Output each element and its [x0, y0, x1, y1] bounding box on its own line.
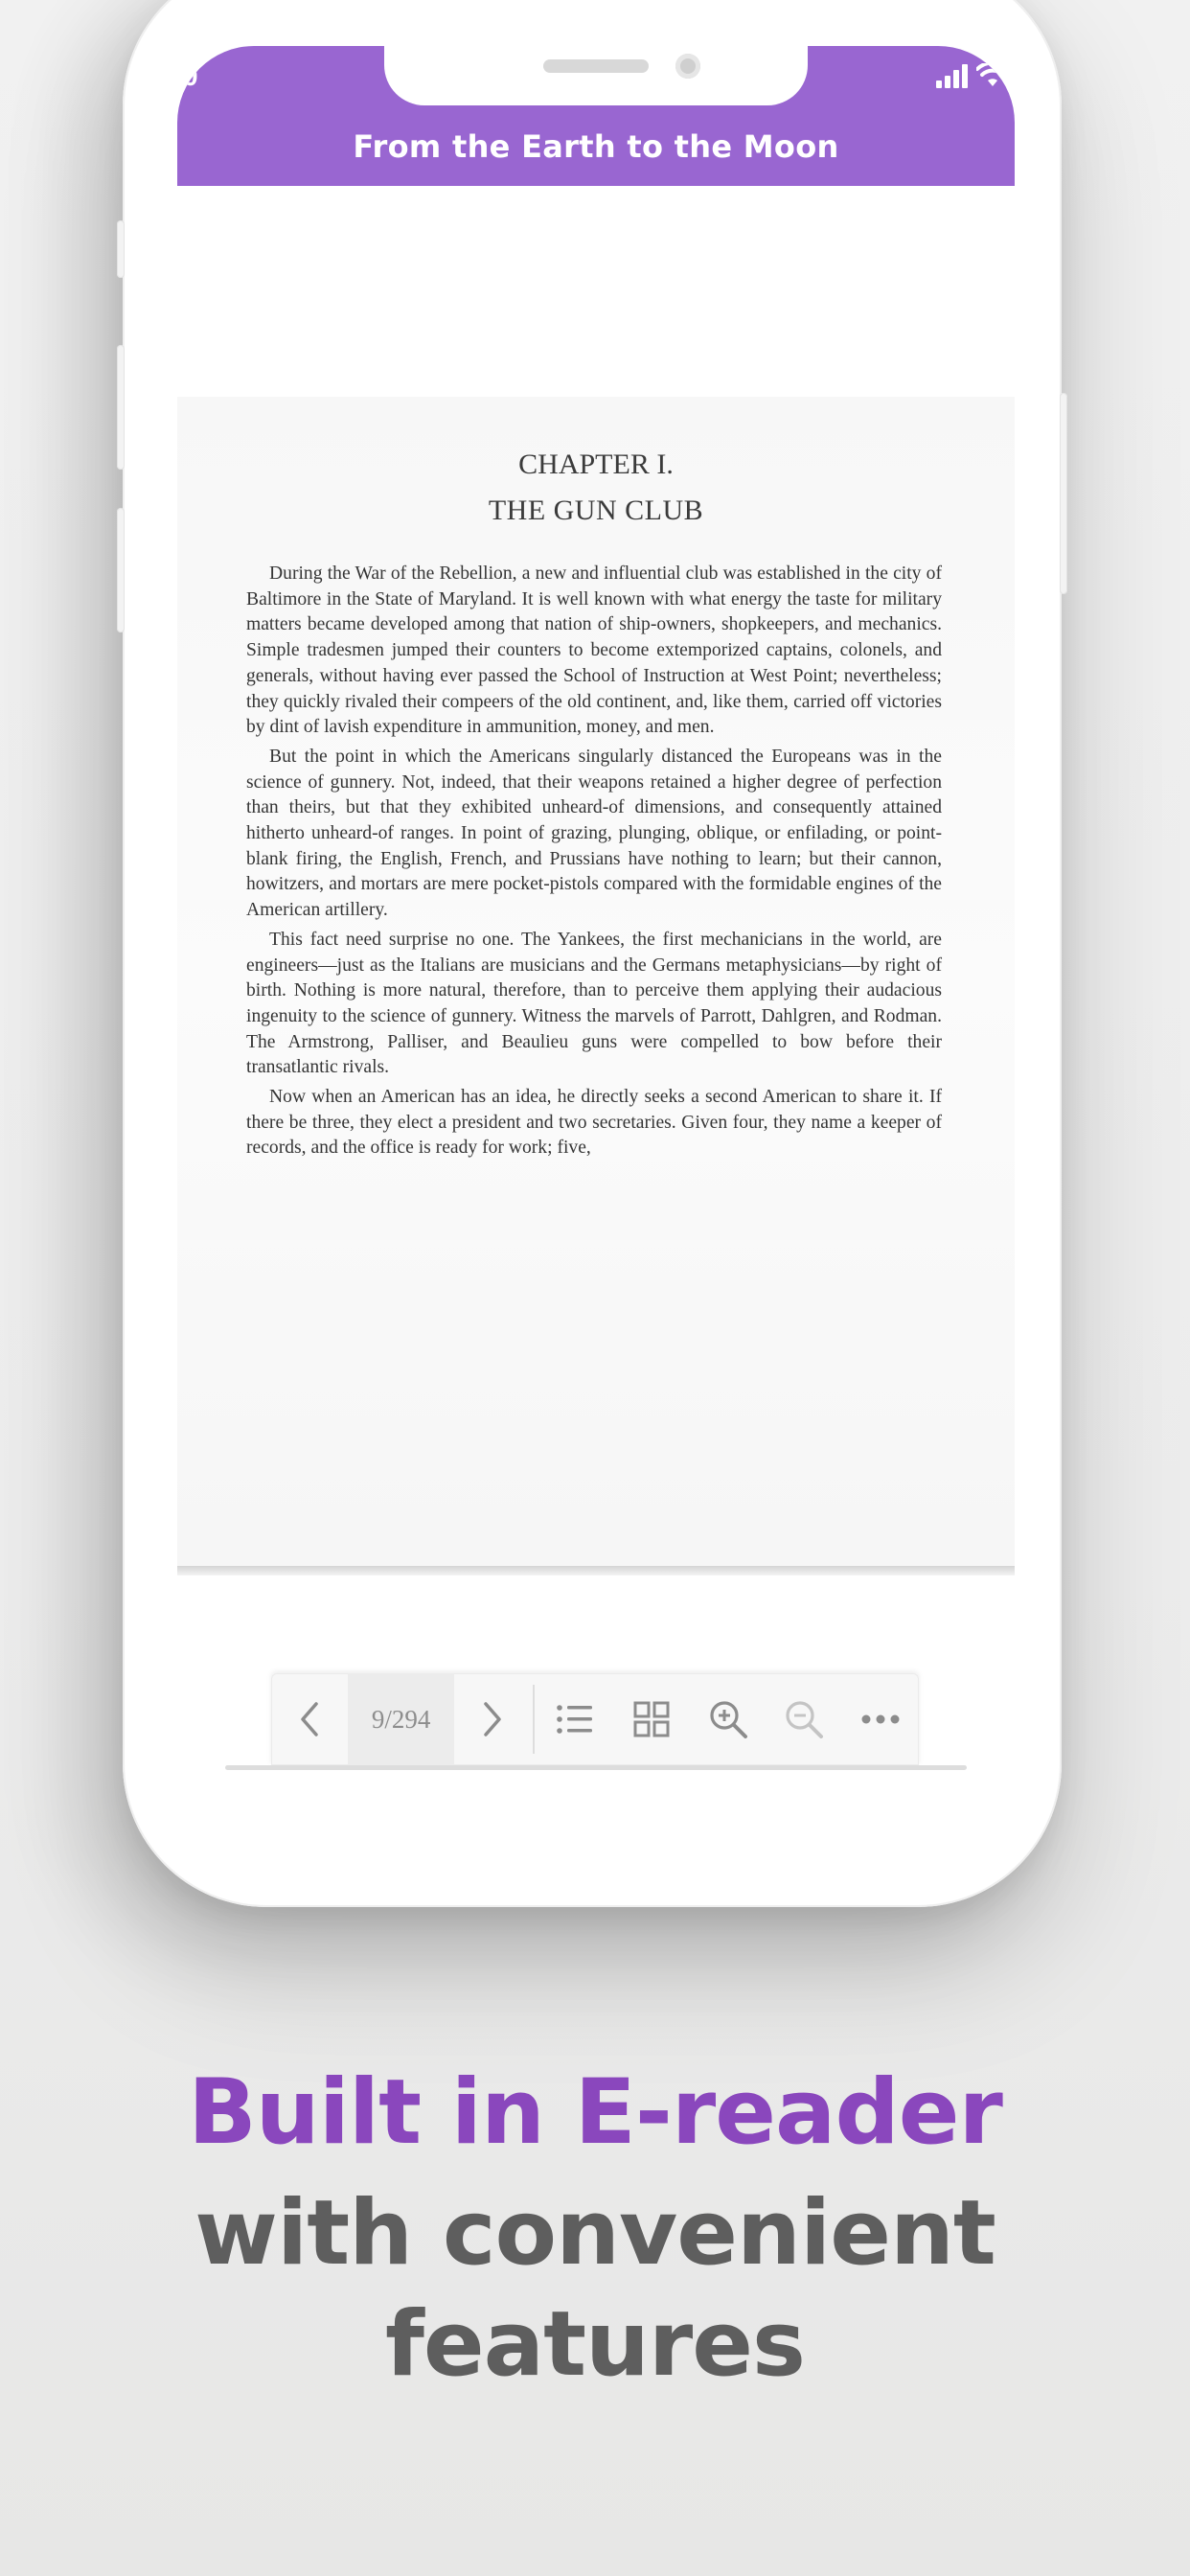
wifi-icon [976, 63, 1009, 88]
paragraph: But the point in which the Americans singularly distanced the Europeans was in the science of gunnery. Not, indeed, that their weapons retained a higher degree of perfection than theirs, but that they exhibited unheard-of dimensions, and consequently attained hitherto unheard-of ranges. In point of grazing, plunging, oblique, or enfilading, or point-blank firing, the English, French, and Prussians have nothing to learn; but their cannon, howitzers, and mortars are mere pocket-pistols compared with the formidable engines of the American artillery. [246, 746, 942, 921]
caption-subline: with convenient [195, 2181, 995, 2286]
toolbar-base [225, 1765, 967, 1770]
status-icons [936, 63, 1009, 88]
power-button [1060, 393, 1067, 594]
phone-mockup [123, 0, 1062, 1907]
chevron-right-icon [478, 1700, 507, 1738]
contents-button[interactable] [537, 1673, 613, 1765]
phone-screen [177, 46, 1015, 1857]
page-edge [177, 1566, 1015, 1576]
paragraph: This fact need surprise no one. The Yankees, the first mechanicians in the world, are engineers—just as the Italians are musicians and the Germans metaphysicians—by right of birth. Nothing is more natural, therefore, than to perceive them applying their audacious ingenuity to the science of gunnery. Witness the marvels of Parrott, Dahlgren, and Rodman. The Armstrong, Palliser, and Beaulieu guns were compelled to bow before their transatlantic rivals. [246, 929, 942, 1078]
volume-up-button [117, 345, 125, 470]
book-text [246, 562, 942, 1165]
chapter-number: CHAPTER I. [518, 448, 674, 480]
signal-icon [936, 63, 971, 88]
reader-toolbar [271, 1673, 919, 1765]
front-camera [675, 54, 700, 79]
grid-icon [633, 1701, 670, 1737]
zoom-out-icon [784, 1699, 824, 1739]
volume-down-button [117, 508, 125, 632]
toolbar-divider [533, 1685, 535, 1754]
app-header [177, 46, 1015, 186]
page-indicator[interactable]: 9/294 [348, 1673, 455, 1765]
chevron-left-icon [295, 1700, 324, 1738]
list-icon [556, 1703, 594, 1736]
zoom-in-icon [708, 1699, 748, 1739]
more-button[interactable] [842, 1673, 919, 1765]
chapter-title: THE GUN CLUB [488, 494, 704, 526]
book-title: From the Earth to the Moon [353, 128, 839, 165]
caption-headline: Built in E-reader [188, 2060, 1002, 2165]
mute-switch [117, 220, 125, 278]
paragraph: Now when an American has an idea, he directly seeks a second American to share it. If there be three, they elect a president and two secretaries. Given four, they name a keeper of records, and the office is ready for work; five, [246, 1087, 942, 1159]
prev-page-button[interactable] [271, 1673, 348, 1765]
zoom-in-button[interactable] [690, 1673, 767, 1765]
caption-subline-2: features [385, 2292, 805, 2397]
speaker-grille [543, 59, 649, 73]
thumbnails-button[interactable] [613, 1673, 690, 1765]
zoom-out-button[interactable] [767, 1673, 843, 1765]
status-time: 0 [183, 61, 198, 91]
phone-notch [384, 46, 808, 105]
paragraph: During the War of the Rebellion, a new and influential club was established in the city of Baltimore in the State of Maryland. It is well known with what energy the taste for military matters became developed among that nation of ship-owners, shopkeepers, and mechanics. Simple tradesmen jumped their counters to become extemporized captains, colonels, and generals, without having ever passed the School of Instruction at West Point; nevertheless; they quickly rivaled their compeers of the old continent, and, like them, carried off victories by dint of lavish expenditure in ammunition, money, and men. [246, 564, 942, 738]
next-page-button[interactable] [454, 1673, 531, 1765]
more-horizontal-icon [860, 1714, 901, 1725]
